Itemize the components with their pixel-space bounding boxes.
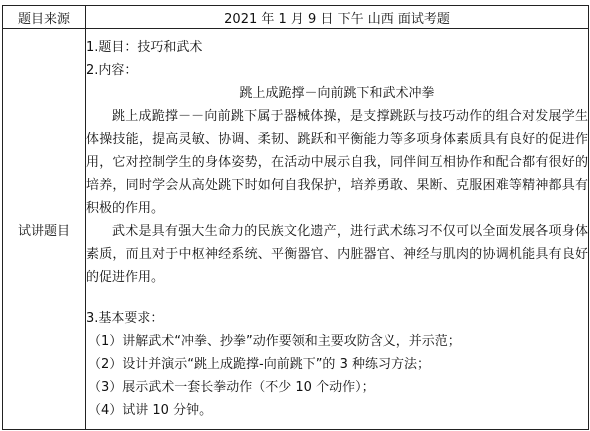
requirement-item: （2）设计并演示“跳上成跪撑-向前跳下”的 3 种练习方法；	[88, 357, 430, 372]
paragraph-gymnastics: 跳上成跪撑－－向前跳下属于器械体操，是支撑跳跃与技巧动作的组合对发展学生体操技能，提高灵敏、协调、柔韧、跳跃和平衡能力等多项身体素质具有良好的促进作用，它对控制学生的身体姿势，在活动中展示自我，同伴间互相协作和配合都有很好的培养，同时学会从高处跳下时如何自我保护，培养勇敢、果断、克服困难等精神都具有积极的作用。	[86, 109, 588, 216]
source-label: 题目来源	[3, 6, 86, 29]
exam-table	[2, 5, 589, 430]
lecture-topic-content	[86, 29, 589, 430]
content-title: 跳上成跪撑－向前跳下和武术冲拳	[239, 86, 435, 101]
header-row	[3, 6, 589, 29]
requirement-item: （1）讲解武术“冲拳、抄拳”动作要领和主要攻防含义，并示范；	[88, 334, 461, 349]
requirement-item: （3）展示武术一套长拳动作（不少 10 个动作）；	[88, 380, 375, 395]
lecture-topic-label: 试讲题目	[3, 29, 86, 430]
topic-line: 1.题目：技巧和武术	[86, 40, 203, 55]
requirement-item: （4）试讲 10 分钟。	[88, 403, 213, 418]
blank-spacer	[86, 289, 588, 307]
requirements-label: 3.基本要求：	[86, 311, 164, 326]
paragraph-martial-arts: 武术是具有强大生命力的民族文化遗产，进行武术练习不仅可以全面发展各项身体素质，而且对于中枢神经系统、平衡器官、内脏器官、神经与肌肉的协调机能具有良好的促进作用。	[86, 224, 588, 285]
source-value: 2021 年 1 月 9 日 下午 山西 面试考题	[86, 6, 589, 29]
content-label: 2.内容：	[86, 63, 138, 78]
body-row	[3, 29, 589, 430]
